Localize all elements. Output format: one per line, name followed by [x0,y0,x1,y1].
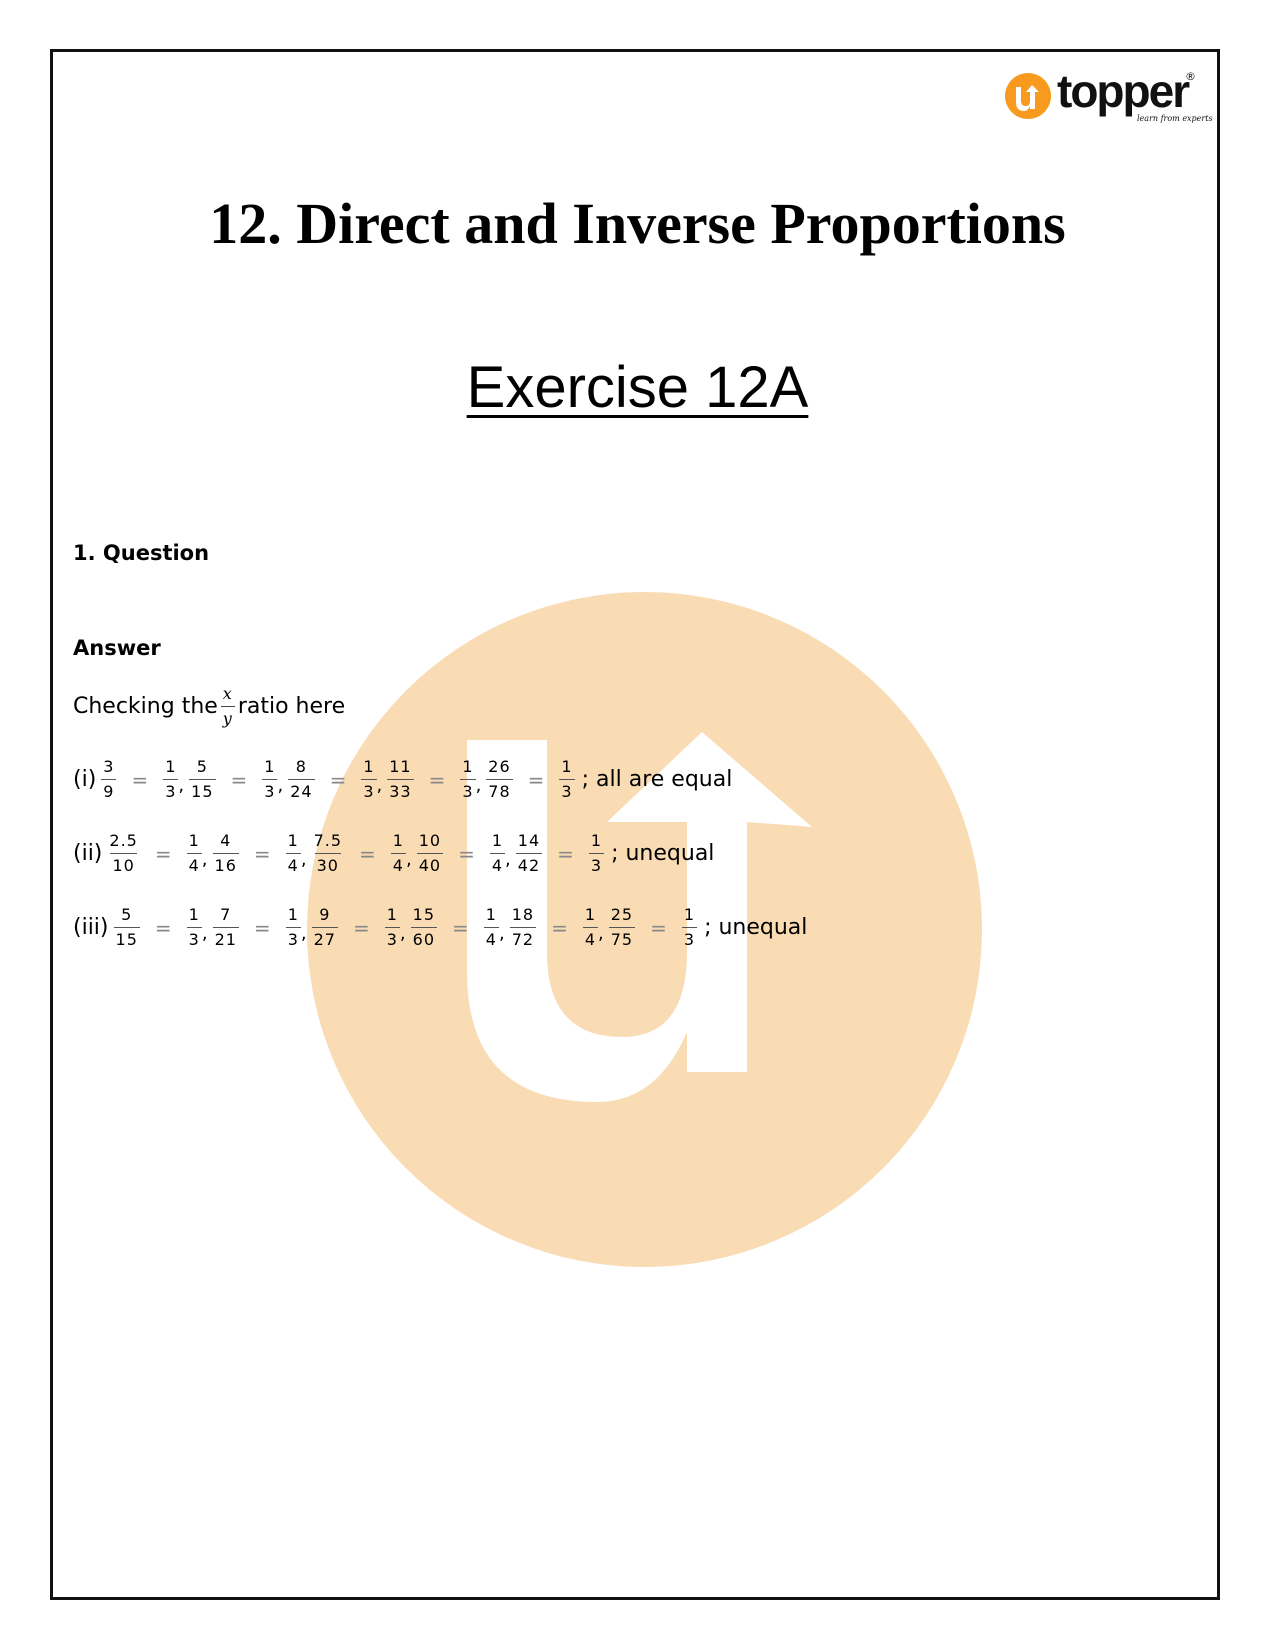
fraction-pair [481,906,539,950]
equals-sign: = [557,841,574,866]
fraction-numerator: 11 [389,757,412,776]
registered-mark: ® [1185,70,1196,83]
topper-logo-icon [1005,73,1051,119]
row-result: ; unequal [611,841,715,867]
fraction-numerator: 1 [683,905,696,924]
equals-sign: = [352,915,370,940]
fraction-numerator: 1 [485,905,497,924]
equals-sign: = [359,841,376,866]
ratio-fraction [213,832,239,876]
fraction-denominator: 3 [460,779,475,801]
simplified-fraction [460,758,475,802]
fraction-denominator: 3 [589,853,604,875]
ratio-fraction [312,906,338,950]
fraction-denominator: 3 [682,927,697,949]
fraction-numerator: 15 [412,905,436,924]
equals-sign: = [452,915,469,940]
fraction-numerator: 3 [103,757,115,776]
answer-label: Answer [73,636,161,660]
lead-fraction [107,832,139,876]
ratio-fraction [312,832,344,876]
ratio-row [73,906,807,950]
comma-separator: , [300,923,307,945]
fraction-denominator: y [221,706,235,728]
row-result: ; unequal [704,915,808,941]
fraction-numerator: 1 [462,757,474,776]
fraction-numerator: 5 [121,905,133,924]
logo-tagline: learn from experts [1137,114,1213,123]
fraction-denominator: 3 [559,779,574,801]
fraction-pair [283,832,347,876]
fraction-denominator: 75 [609,927,635,949]
fraction-pair [184,906,242,950]
ratio-fraction [387,758,413,802]
fraction-numerator: 1 [363,757,375,776]
fraction-pair [457,758,515,802]
ratio-fraction [417,832,443,876]
ratio-fraction [516,832,542,876]
fraction-numerator: 1 [188,831,200,850]
fraction-numerator: x [222,684,233,703]
fraction-denominator: 4 [484,927,499,949]
fraction-denominator: 78 [486,779,512,801]
comma-separator: , [277,775,284,797]
question-label: 1. Question [73,541,210,565]
comma-separator: , [475,775,482,797]
comma-separator: , [201,923,208,945]
final-fraction [589,832,604,876]
equals-sign: = [253,915,271,940]
fraction-pair [259,758,317,802]
comma-separator: , [201,849,208,871]
fraction-numerator: 8 [295,757,307,776]
fraction-numerator: 18 [511,905,535,924]
fraction-denominator: 60 [411,927,437,949]
ratio-fraction [288,758,314,802]
equals-sign: = [527,767,545,792]
ratio-fraction [189,758,215,802]
row-result: ; all are equal [581,767,733,793]
simplified-fraction [262,758,277,802]
equals-sign: = [650,915,667,940]
fraction-denominator: 24 [288,779,314,801]
fraction-denominator: 3 [262,779,277,801]
row-label: (iii) [73,915,109,941]
fraction-numerator: 1 [584,905,597,924]
fraction-denominator: 4 [286,853,301,875]
lead-fraction [114,906,140,950]
row-label: (i) [73,767,97,793]
simplified-fraction [187,906,202,950]
fraction-numerator: 9 [319,905,331,924]
comma-separator: , [598,923,604,945]
fraction-numerator: 1 [590,831,603,850]
fraction-denominator: 3 [385,927,400,949]
fraction-denominator: 3 [361,779,376,801]
ratio-row [73,832,714,876]
fraction-numerator: 5 [196,757,208,776]
simplified-fraction [385,906,400,950]
fraction-pair [184,832,242,876]
fraction-denominator: 33 [387,779,413,801]
simplified-fraction [187,832,202,876]
fraction-numerator: 1 [264,757,276,776]
equals-sign: = [154,841,172,866]
fraction-denominator: 21 [213,927,239,949]
fraction-pair [388,832,446,876]
comma-separator: , [300,849,307,871]
exercise-title: Exercise 12A [466,355,809,420]
fraction-pair [580,906,638,950]
comma-separator: , [178,775,185,797]
equals-sign: = [458,841,475,866]
row-label: (ii) [73,841,103,867]
fraction-numerator: 1 [188,905,200,924]
equals-sign: = [253,841,271,866]
fraction-numerator: 1 [287,905,299,924]
fraction-numerator: 26 [488,757,511,776]
fraction-numerator: 2.5 [109,831,138,850]
equals-sign: = [230,767,248,792]
simplified-fraction [286,832,301,876]
fraction-denominator: 72 [510,927,536,949]
fraction-numerator: 1 [287,831,299,850]
fraction-pair [487,832,545,876]
ratio-row [73,758,732,802]
fraction-pair [358,758,416,802]
intro-text-after: ratio here [237,694,346,720]
fraction-numerator: 25 [610,905,634,924]
final-fraction [559,758,574,802]
fraction-numerator: 4 [220,831,232,850]
xy-fraction [221,685,235,729]
fraction-numerator: 1 [386,905,398,924]
fraction-denominator: 15 [189,779,215,801]
fraction-denominator: 3 [286,927,301,949]
fraction-denominator: 27 [312,927,338,949]
lead-fraction [101,758,116,802]
fraction-denominator: 4 [583,927,598,949]
ratio-fraction [609,906,635,950]
simplified-fraction [583,906,598,950]
fraction-pair [283,906,341,950]
fraction-denominator: 9 [101,779,116,801]
fraction-denominator: 30 [315,853,341,875]
fraction-numerator: 1 [165,757,177,776]
ratio-fraction [510,906,536,950]
fraction-numerator: 1 [491,831,504,850]
fraction-pair [382,906,440,950]
fraction-denominator: 10 [110,853,136,875]
equals-sign: = [154,915,172,940]
fraction-denominator: 4 [490,853,505,875]
fraction-denominator: 4 [391,853,406,875]
fraction-numerator: 1 [392,831,404,850]
equals-sign: = [428,767,446,792]
ratio-fraction [486,758,512,802]
fraction-numerator: 10 [418,831,442,850]
answer-intro [73,685,345,729]
equals-sign: = [551,915,568,940]
fraction-denominator: 42 [516,853,542,875]
simplified-fraction [391,832,406,876]
fraction-denominator: 3 [163,779,178,801]
ratio-fraction [213,906,239,950]
fraction-numerator: 1 [561,757,573,776]
comma-separator: , [498,923,505,945]
fraction-denominator: 40 [417,853,443,875]
fraction-pair [160,758,218,802]
simplified-fraction [361,758,376,802]
equals-sign: = [131,767,149,792]
comma-separator: , [505,849,511,871]
fraction-numerator: 7.5 [313,831,343,850]
fraction-denominator: 3 [187,927,202,949]
fraction-denominator: 16 [213,853,239,875]
simplified-fraction [490,832,505,876]
fraction-denominator: 15 [114,927,140,949]
equals-sign: = [329,767,347,792]
logo-wordmark: topper [1057,65,1189,117]
fraction-numerator: 7 [220,905,232,924]
comma-separator: , [405,849,412,871]
simplified-fraction [163,758,178,802]
intro-text-before: Checking the [73,694,218,720]
comma-separator: , [399,923,406,945]
simplified-fraction [484,906,499,950]
ratio-fraction [411,906,437,950]
topper-logo [1005,65,1213,130]
comma-separator: , [376,775,383,797]
fraction-numerator: 14 [517,831,541,850]
chapter-title: 12. Direct and Inverse Proportions [209,191,1066,256]
final-fraction [682,906,697,950]
fraction-denominator: 4 [187,853,202,875]
simplified-fraction [286,906,301,950]
